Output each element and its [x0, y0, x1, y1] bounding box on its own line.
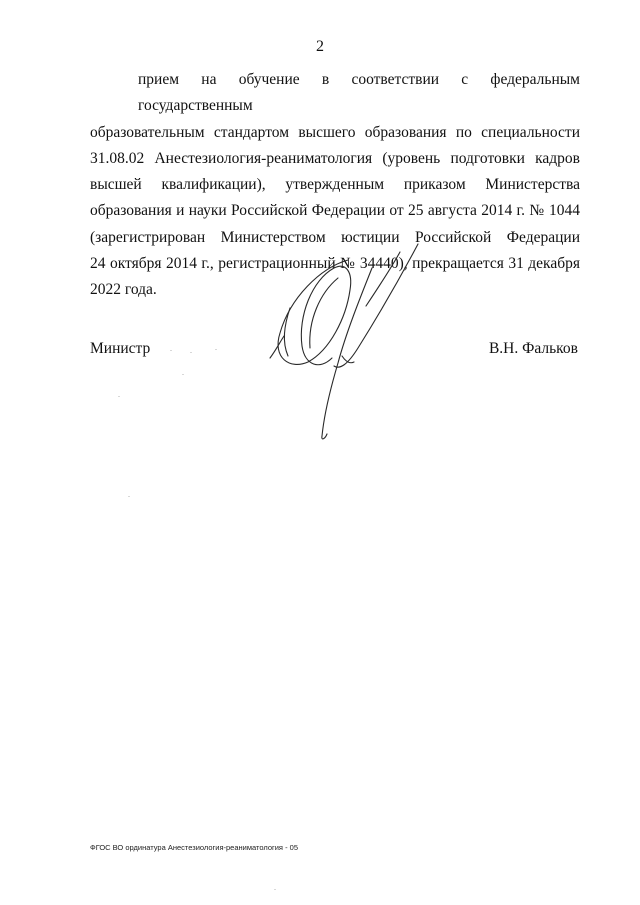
scan-speck	[274, 889, 276, 890]
scan-speck	[190, 352, 192, 353]
body-line: (зарегистрирован Министерством юстиции Российской Федерации	[90, 228, 580, 246]
scan-speck	[128, 496, 130, 497]
body-line: 24 октября 2014 г., регистрационный № 34440), прекращается 31 декабря	[90, 255, 580, 273]
scan-speck	[170, 350, 172, 351]
handwritten-signature	[250, 238, 430, 448]
scan-speck	[118, 396, 120, 397]
body-line: 31.08.02 Анестезиология-реаниматология (уровень подготовки кадров	[90, 149, 580, 167]
signatory-title: Министр	[90, 340, 151, 357]
body-line: 2022 года.	[90, 281, 157, 299]
body-line: образовательным стандартом высшего образования по специальности	[90, 123, 580, 141]
document-footer: ФГОС ВО ординатура Анестезиология-реаниматология - 05	[90, 843, 299, 852]
signatory-name: В.Н. Фальков	[488, 340, 578, 357]
body-line: высшей квалификации), утвержденным приказом Министерства	[90, 176, 580, 194]
scan-speck	[182, 374, 184, 375]
page-number: 2	[316, 38, 324, 55]
body-line: образования и науки Российской Федерации от 25 августа 2014 г. № 1044	[90, 202, 580, 220]
scan-speck	[215, 349, 217, 350]
body-line: прием на обучение в соответствии с федеральным государственным	[138, 71, 580, 115]
